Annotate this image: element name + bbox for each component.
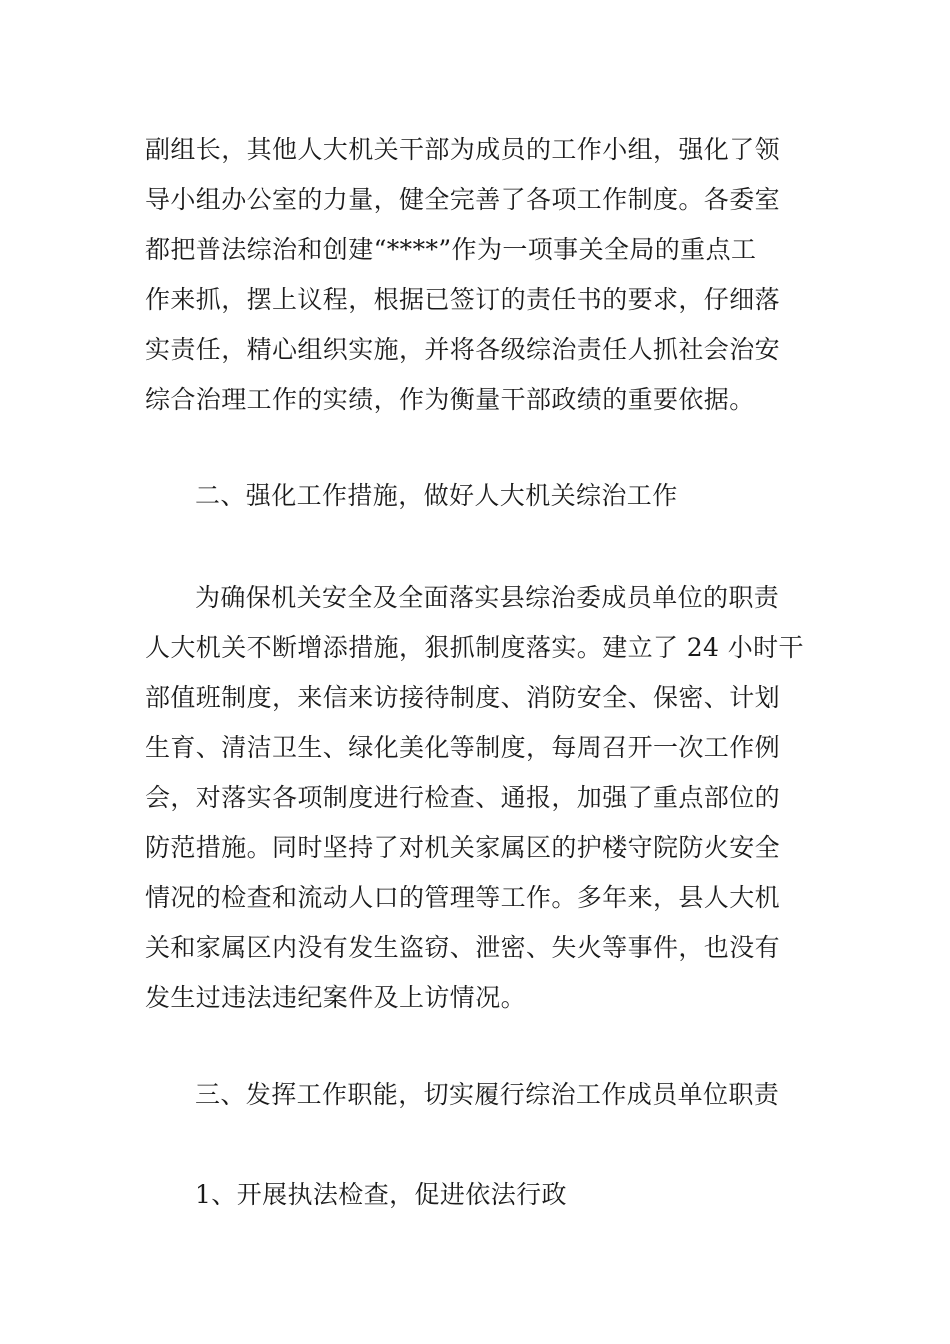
section-heading-2: 二、强化工作措施，做好人大机关综治工作 — [195, 481, 678, 510]
text-line: 导小组办公室的力量，健全完善了各项工作制度。各委室 — [145, 185, 781, 214]
text-line: 情况的检查和流动人口的管理等工作。多年来，县人大机 — [145, 883, 781, 912]
text-line: 实责任，精心组织实施，并将各级综治责任人抓社会治安 — [145, 335, 781, 364]
text-line: 会，对落实各项制度进行检查、通报，加强了重点部位的 — [145, 783, 781, 812]
text-line: 综合治理工作的实绩，作为衡量干部政绩的重要依据。 — [145, 385, 755, 414]
section-heading-3: 三、发挥工作职能，切实履行综治工作成员单位职责 — [195, 1080, 780, 1109]
subheading-1: 1、开展执法检查，促进依法行政 — [195, 1180, 567, 1209]
text-line: 部值班制度，来信来访接待制度、消防安全、保密、计划 — [145, 683, 781, 712]
text-line: 生育、清洁卫生、绿化美化等制度，每周召开一次工作例 — [145, 733, 781, 762]
text-line: 作来抓，摆上议程，根据已签订的责任书的要求，仔细落 — [145, 285, 781, 314]
text-line: 防范措施。同时坚持了对机关家属区的护楼守院防火安全 — [145, 833, 781, 862]
text-line: 发生过违法违纪案件及上访情况。 — [145, 983, 527, 1012]
text-line: 关和家属区内没有发生盗窃、泄密、失火等事件，也没有 — [145, 933, 781, 962]
text-line: 为确保机关安全及全面落实县综治委成员单位的职责 — [195, 583, 780, 612]
text-line: 人大机关不断增添措施，狠抓制度落实。建立了 24 小时干 — [145, 633, 804, 662]
text-line: 都把普法综治和创建“****”作为一项事关全局的重点工 — [145, 235, 757, 264]
text-line: 副组长，其他人大机关干部为成员的工作小组，强化了领 — [145, 135, 781, 164]
